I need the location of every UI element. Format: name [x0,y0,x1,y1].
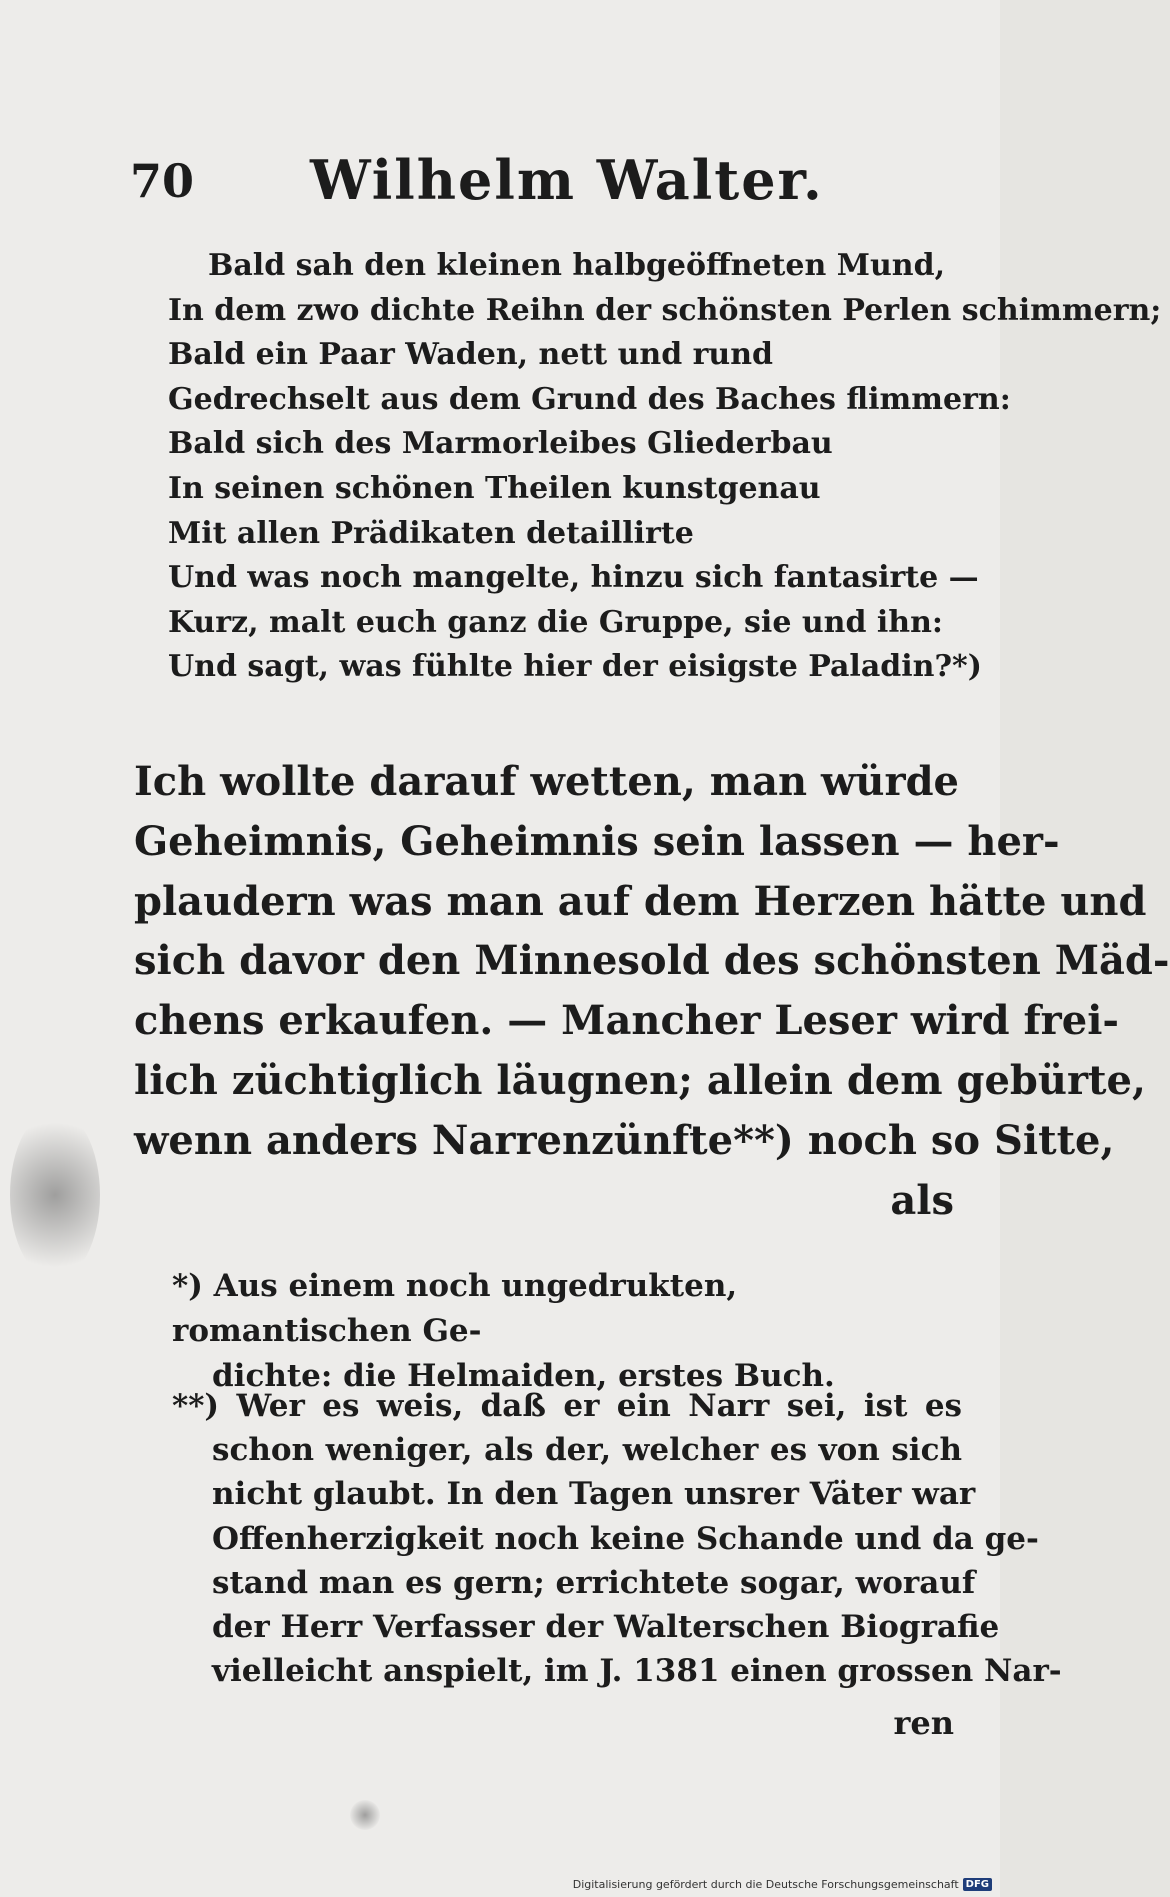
body-line: als [890,1176,954,1224]
body-line: lich züchtiglich läugnen; allein dem gebürte, [134,1056,1146,1104]
footnote-2 [172,1384,1062,1693]
stain-mark [350,1800,380,1830]
verse-line: In dem zwo dichte Reihn der schönsten Perlen schimmern; [168,292,1162,328]
footnote-line: vielleicht anspielt, im J. 1381 einen grossen Nar- [212,1653,1062,1690]
running-title: Wilhelm Walter. [310,148,824,212]
body-line: Ich wollte darauf wetten, man würde [134,758,959,805]
verse-line: Bald ein Paar Waden, nett und rund [168,337,774,373]
digitization-text: Digitalisierung gefördert durch die Deutsche Forschungsgemeinschaft [572,1878,959,1891]
body-line: chens erkaufen. — Mancher Leser wird frei- [134,997,1119,1045]
footnote-1 [172,1264,962,1399]
body-paragraph [134,752,1170,1230]
dfg-logo-icon: DFG [963,1878,992,1891]
verse-block [168,244,1162,690]
footnote-line: **) Wer es weis, daß er ein Narr sei, ist es [172,1388,962,1424]
page-number: 70 [130,154,195,208]
verse-line: Mit allen Prädikaten detaillirte [168,515,694,551]
stain-mark [10,1110,100,1280]
verse-line: Kurz, malt euch ganz die Gruppe, sie und ihn: [168,604,943,640]
footnote-line: nicht glaubt. In den Tagen unsrer Väter war [212,1476,976,1513]
footnote-line: schon weniger, als der, welcher es von sich [212,1432,962,1469]
body-line: wenn anders Narrenzünfte**) noch so Sitte, [134,1116,1115,1164]
footnote-line: dichte: die Helmaiden, erstes Buch. [212,1358,835,1394]
footnote-line: *) Aus einem noch ungedrukten, romantischen Ge- [172,1268,738,1349]
footnote-line: stand man es gern; errichtete sogar, worauf [212,1564,976,1601]
digitization-notice [573,1878,992,1891]
footnote-line: der Herr Verfasser der Walterschen Biografie [212,1609,1000,1646]
body-line: plaudern was man auf dem Herzen hätte und [134,877,1147,925]
running-header [130,148,970,218]
footnote-line: Offenherzigkeit noch keine Schande und da ge- [212,1520,1039,1557]
verse-line: Und sagt, was fühlte hier der eisigste Paladin?*) [168,649,982,685]
verse-line: Gedrechselt aus dem Grund des Baches flimmern: [168,381,1011,417]
body-line: sich davor den Minnesold des schönsten Mäd- [134,937,1170,985]
verse-line: Und was noch mangelte, hinzu sich fantasirte — [168,560,979,596]
verse-line: Bald sah den kleinen halbgeöffneten Mund, [208,248,946,283]
body-line: Geheimnis, Geheimnis sein lassen — her- [134,817,1060,865]
catchword: ren [893,1704,954,1742]
verse-line: In seinen schönen Theilen kunstgenau [168,470,821,506]
verse-line: Bald sich des Marmorleibes Gliederbau [168,426,833,462]
